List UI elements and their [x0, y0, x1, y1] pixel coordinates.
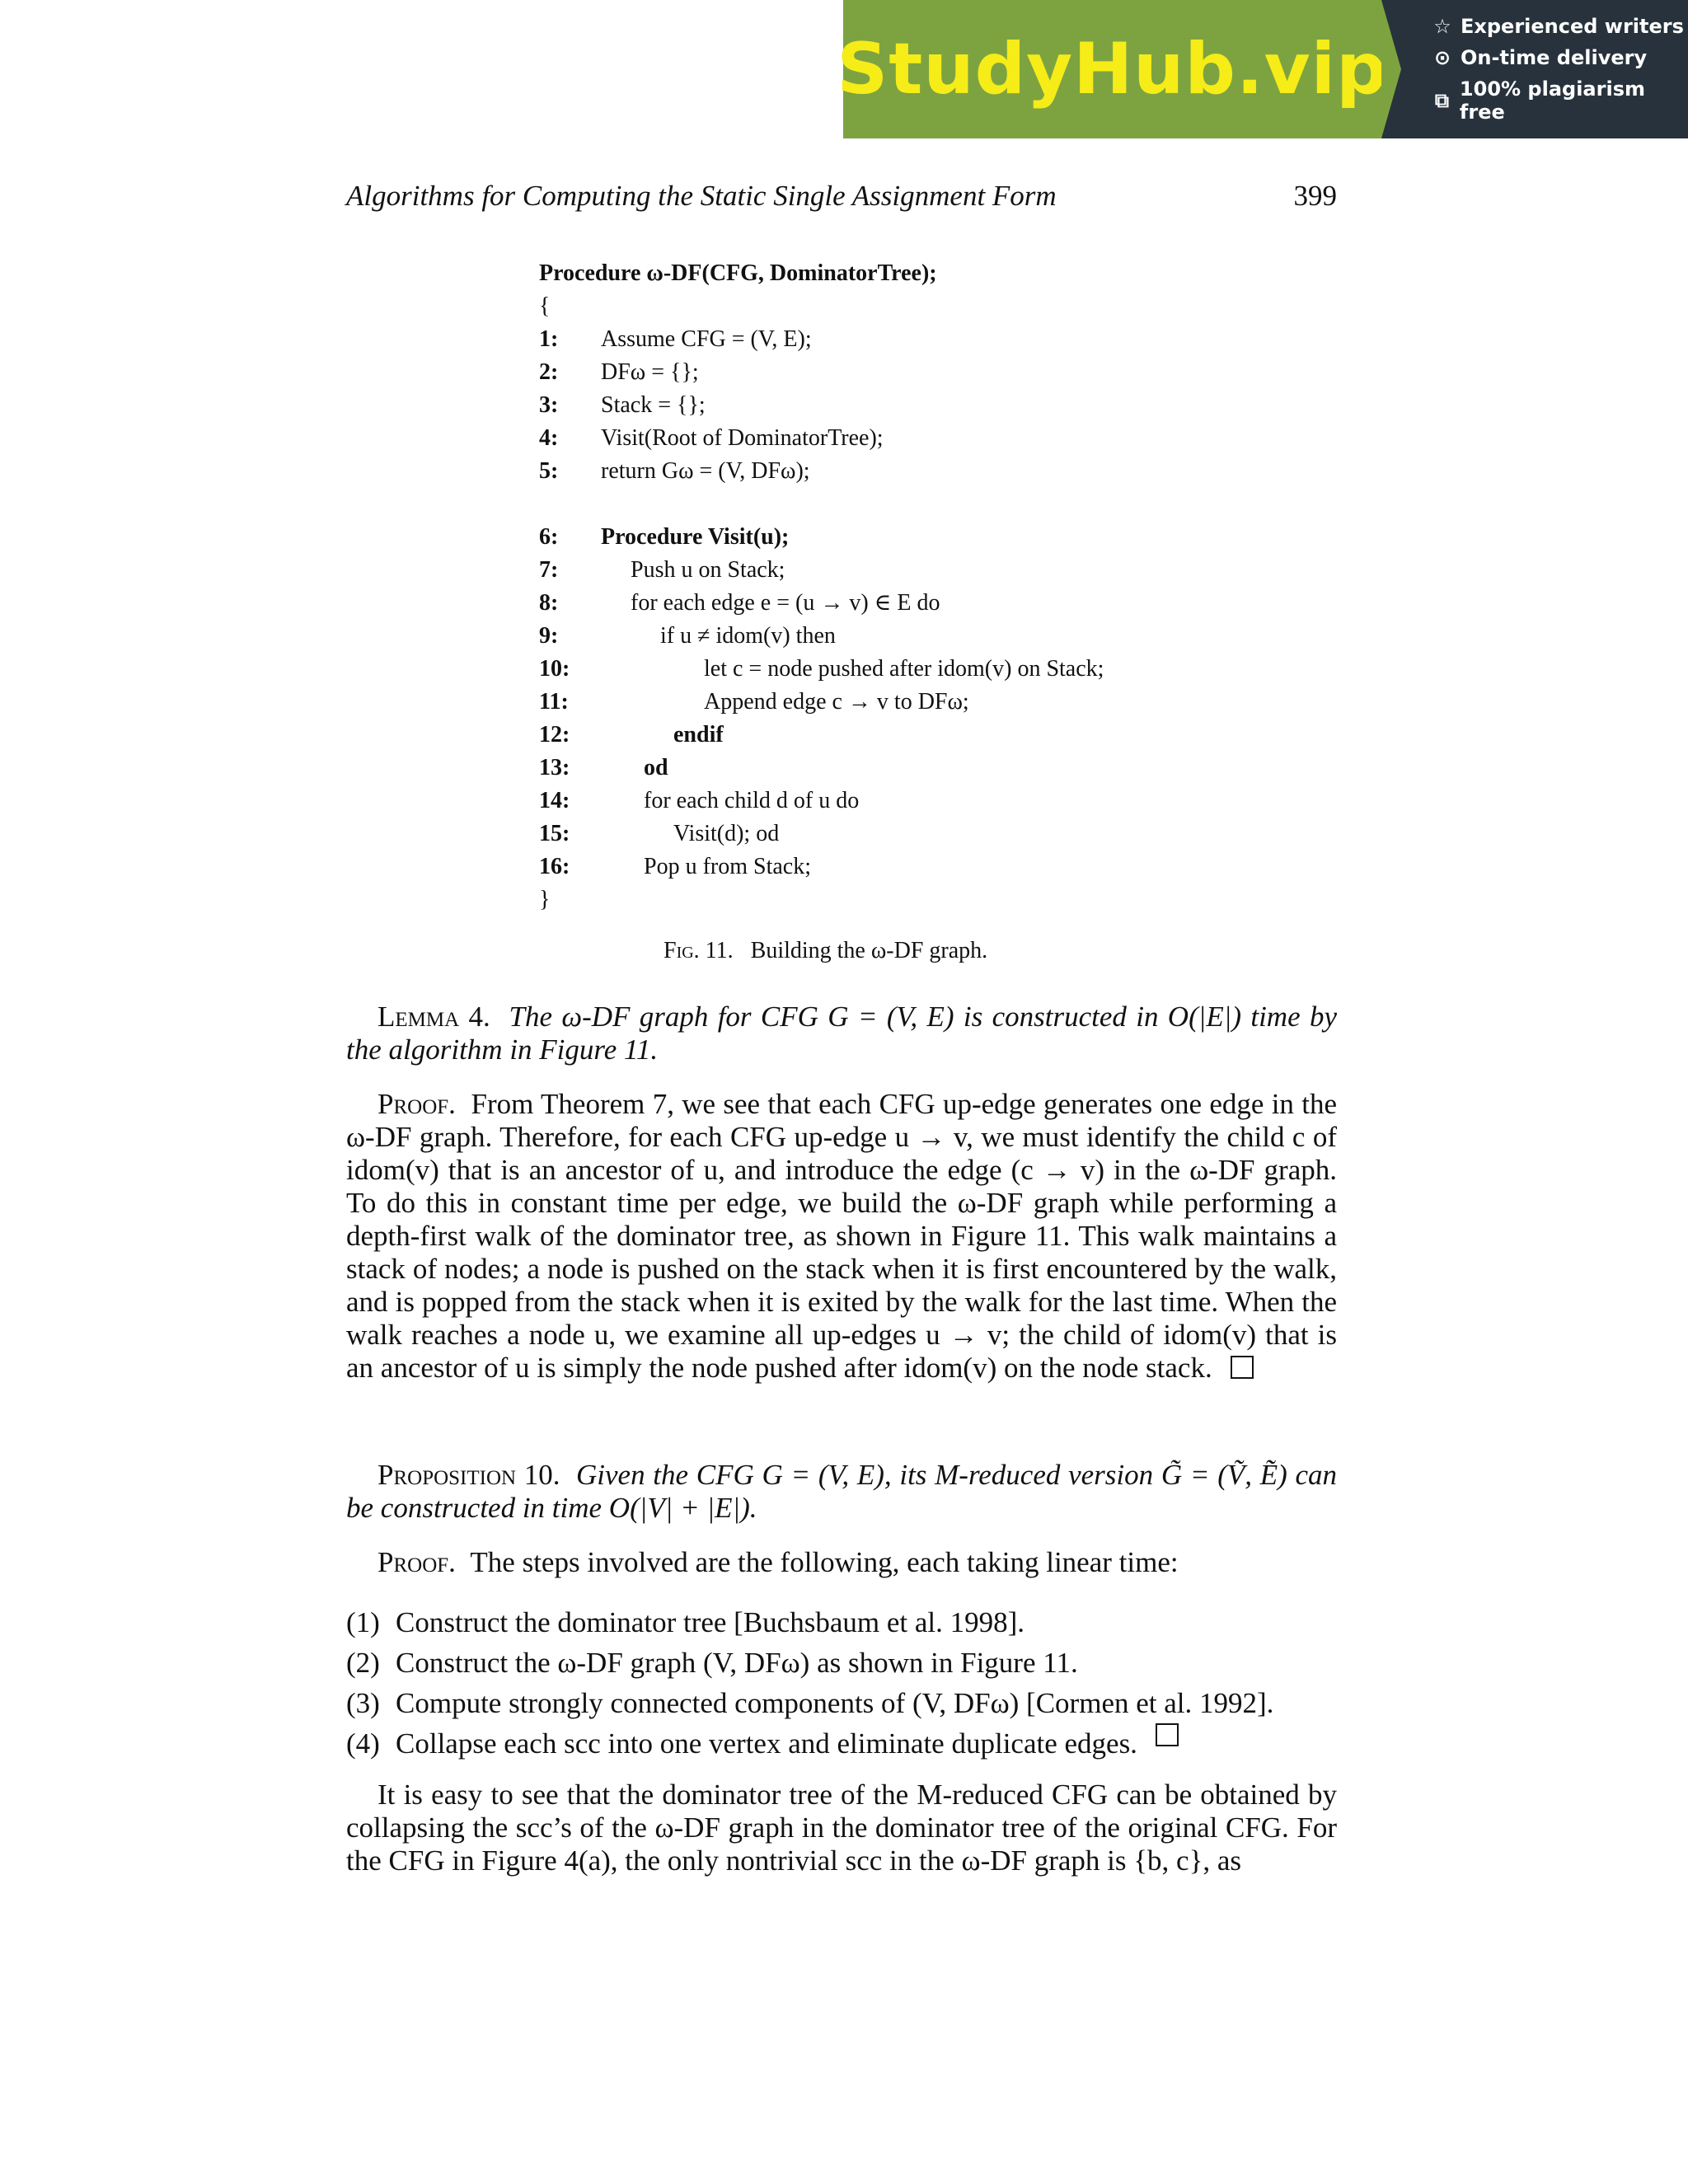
algorithm-line: [539, 587, 1104, 620]
line-text: Stack = {};: [601, 392, 706, 418]
line-number: 11:: [539, 689, 569, 715]
proof-steps: [346, 1602, 1337, 1764]
figure-caption: [0, 938, 1688, 964]
line-text: for each child d of u do: [644, 788, 860, 813]
algorithm-line: [539, 686, 1104, 719]
figure-label: Fig. 11.: [663, 938, 734, 963]
qed-symbol: [1231, 1356, 1254, 1379]
lemma-paragraph: [346, 1001, 1337, 1066]
algorithm-line: [539, 851, 1104, 883]
line-text: od: [644, 755, 668, 780]
line-text: if u ≠ idom(v) then: [660, 623, 836, 649]
proposition-text: Given the CFG G = (V, E), its M-reduced version G̃ = (Ṽ, Ẽ) can be constructed in time O(|V| + |E|).: [346, 1459, 1337, 1524]
line-text: for each edge e = (u → v) ∈ E do: [631, 590, 940, 616]
algorithm-line: [539, 818, 1104, 851]
proof-paragraph-2: [346, 1546, 1337, 1579]
copy-icon: ⧉: [1434, 89, 1450, 112]
line-text: Procedure Visit(u);: [601, 524, 790, 550]
brand-panel: [837, 0, 1388, 138]
page-number: 399: [1293, 180, 1337, 212]
algorithm-line: [539, 719, 1104, 752]
algorithm-listing: [539, 257, 1104, 916]
proof-text: The steps involved are the following, each taking linear time:: [470, 1546, 1179, 1578]
list-item: (2) Construct the ω-DF graph (V, DFω) as shown in Figure 11.: [346, 1647, 1078, 1679]
line-text: let c = node pushed after idom(v) on Stack;: [704, 656, 1104, 682]
algorithm-line: [539, 389, 1104, 422]
algorithm-line: [539, 422, 1104, 455]
page-title: Algorithms for Computing the Static Single Assignment Form: [346, 180, 1057, 212]
line-text: Pop u from Stack;: [644, 854, 811, 879]
star-icon: ☆: [1433, 15, 1451, 38]
algorithm-line: [539, 323, 1104, 356]
proof-label: Proof.: [377, 1546, 456, 1578]
brand-logo: StudyHub.vip: [837, 28, 1388, 110]
line-text: Assume CFG = (V, E);: [601, 326, 812, 352]
algorithm-lines: [539, 323, 1104, 883]
algorithm-header: Procedure ω-DF(CFG, DominatorTree);: [539, 260, 937, 286]
list-item: (4) Collapse each scc into one vertex and eliminate duplicate edges.: [346, 1723, 1337, 1764]
algorithm-line: [539, 455, 1104, 488]
feature-item: ⧉ 100% plagiarism free: [1431, 77, 1688, 124]
algorithm-line: [539, 653, 1104, 686]
line-number: 3:: [539, 392, 559, 418]
line-number: 12:: [539, 722, 570, 748]
line-number: 16:: [539, 854, 570, 879]
line-text: endif: [673, 722, 724, 748]
proposition-label: Proposition 10.: [377, 1459, 560, 1491]
qed-symbol: [1156, 1723, 1179, 1746]
closing-paragraph: It is easy to see that the dominator tree of the M-reduced CFG can be obtained by collapsing the scc’s of the ω-DF graph in the dominator tree of the original CFG. For the CFG in Figure 4(a), the only nontrivial scc in the ω-DF graph is {b, c}, as: [346, 1779, 1337, 1877]
open-brace: {: [539, 293, 551, 319]
feature-item: ⊙ On-time delivery: [1431, 46, 1688, 69]
proof-text: From Theorem 7, we see that each CFG up-edge generates one edge in the ω-DF graph. Therefore, for each CFG up-edge u → v, we must identify the child c of idom(v) that is an ancestor of u, and introduce the edge (c → v) in the ω-DF graph. To do this in constant time per edge, we build the ω-DF graph while performing a depth-first walk of the dominator tree, as shown in Figure 11. This walk maintains a stack of nodes; a node is pushed on the stack when it is first encountered by the walk, and is popped from the stack when it is exited by the walk for the last time. When the walk reaches a node u, we examine all up-edges u → v; the child of idom(v) that is an ancestor of u is simply the node pushed after idom(v) on the node stack.: [346, 1088, 1337, 1384]
list-item: (1) Construct the dominator tree [Buchsbaum et al. 1998].: [346, 1606, 1025, 1638]
line-text: DFω = {};: [601, 359, 699, 385]
algorithm-line: [539, 620, 1104, 653]
line-number: 9:: [539, 623, 559, 649]
proof-label: Proof.: [377, 1088, 456, 1120]
line-number: 2:: [539, 359, 559, 385]
lemma-text: The ω-DF graph for CFG G = (V, E) is constructed in O(|E|) time by the algorithm in Figure 11.: [346, 1001, 1338, 1066]
algorithm-line: [539, 752, 1104, 785]
clock-icon: ⊙: [1433, 46, 1451, 69]
blank-line: [539, 488, 1104, 521]
line-number: 4:: [539, 425, 559, 451]
algorithm-line: [539, 554, 1104, 587]
running-header: [346, 180, 1337, 213]
line-number: 15:: [539, 821, 570, 846]
line-text: Push u on Stack;: [631, 557, 785, 583]
line-number: 10:: [539, 656, 570, 682]
proof-paragraph: [346, 1088, 1337, 1385]
feature-item: ☆ Experienced writers: [1431, 15, 1688, 38]
list-item: (3) Compute strongly connected components of (V, DFω) [Cormen et al. 1992].: [346, 1687, 1274, 1719]
algorithm-line: [539, 521, 1104, 554]
close-brace: }: [539, 887, 551, 912]
lemma-label: Lemma 4.: [377, 1001, 490, 1033]
line-number: 6:: [539, 524, 559, 550]
line-text: Visit(d); od: [673, 821, 780, 846]
line-number: 5:: [539, 458, 559, 484]
line-number: 13:: [539, 755, 570, 780]
algorithm-line: [539, 356, 1104, 389]
ad-banner[interactable]: [837, 0, 1688, 138]
figure-caption-text: Building the ω-DF graph.: [750, 938, 988, 963]
line-number: 8:: [539, 590, 559, 616]
line-number: 1:: [539, 326, 559, 352]
line-text: Append edge c → v to DFω;: [704, 689, 969, 715]
line-text: return Gω = (V, DFω);: [601, 458, 810, 484]
line-number: 14:: [539, 788, 570, 813]
line-number: 7:: [539, 557, 559, 583]
line-text: Visit(Root of DominatorTree);: [601, 425, 884, 451]
algorithm-line: [539, 785, 1104, 818]
feature-list: [1381, 0, 1688, 138]
proposition-paragraph: [346, 1459, 1337, 1525]
